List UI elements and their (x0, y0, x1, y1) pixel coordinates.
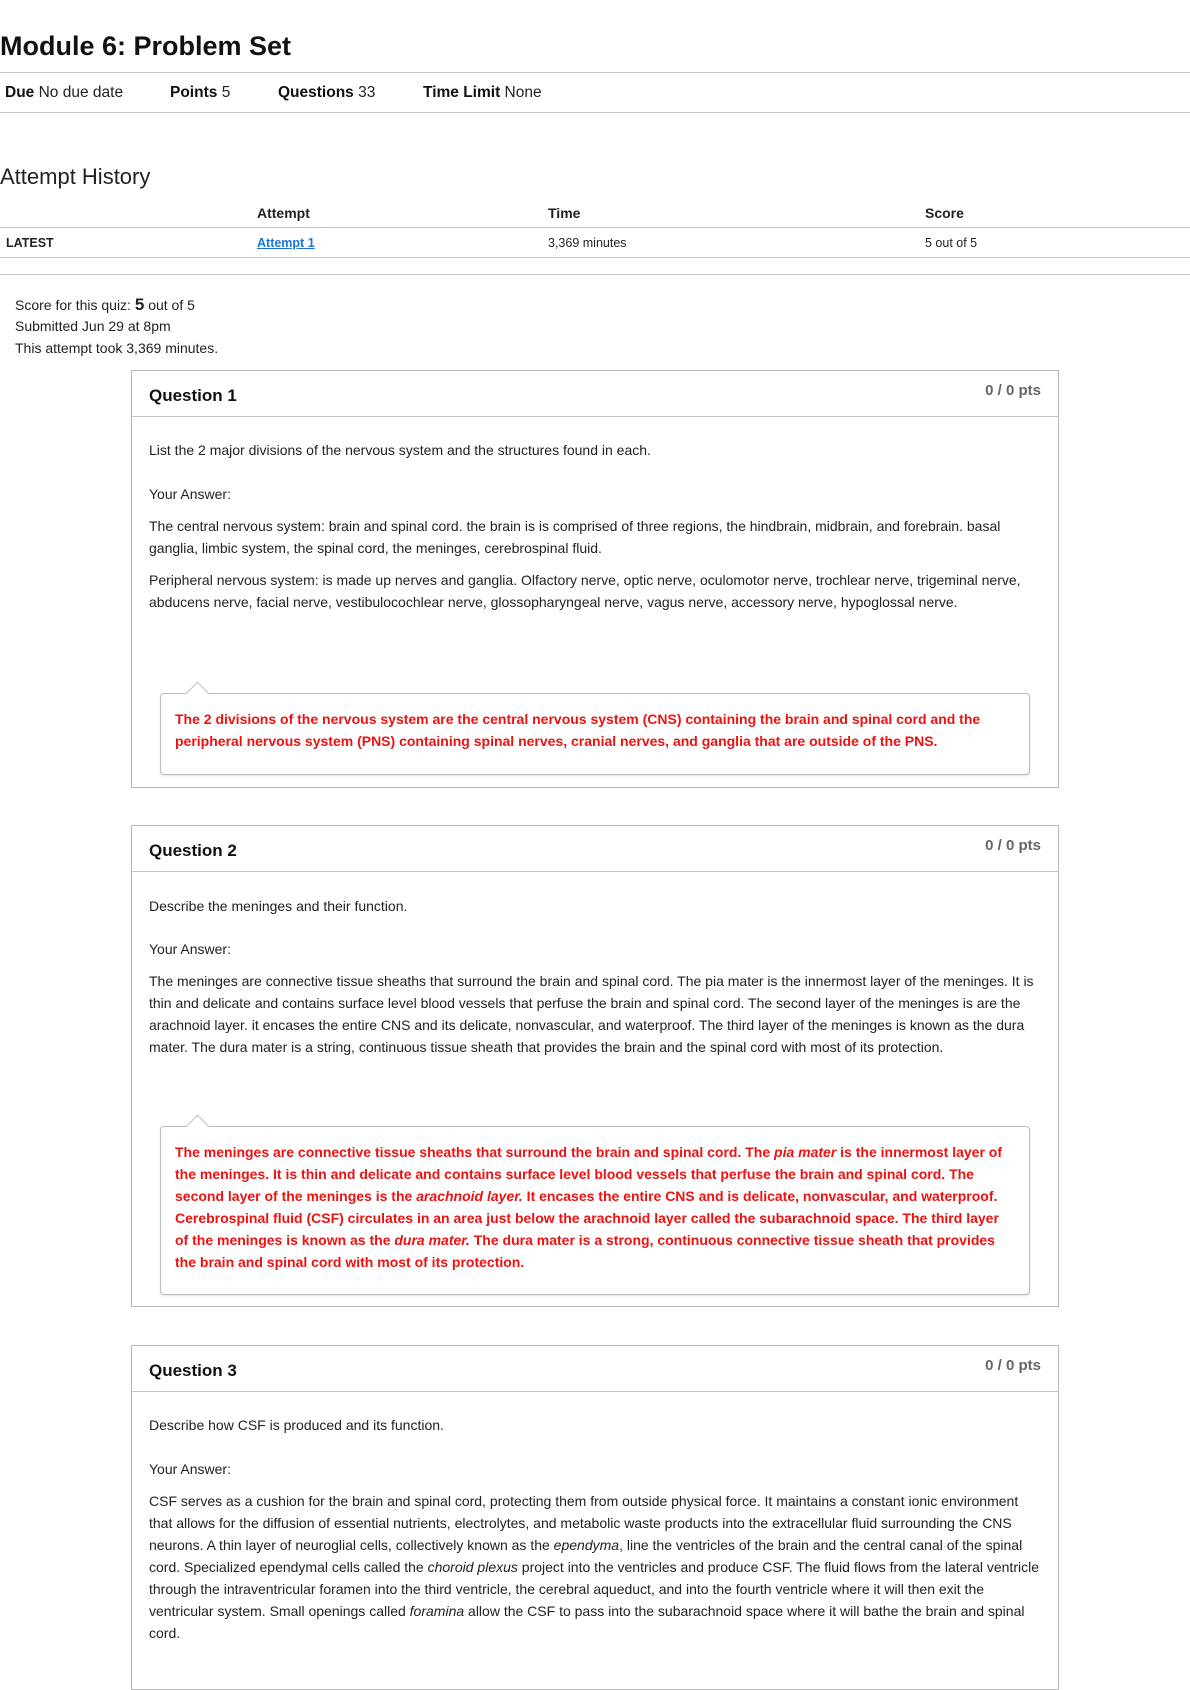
question-card-3 (131, 1345, 1059, 1690)
question-prompt: Describe the meninges and their function. (149, 898, 408, 914)
feedback-box (160, 1126, 1030, 1295)
column-header-attempt: Attempt (257, 205, 310, 221)
question-title: Question 1 (149, 386, 237, 405)
column-header-score: Score (925, 205, 964, 221)
your-answer-label: Your Answer: (149, 486, 231, 502)
divider (0, 112, 1190, 113)
answer-paragraph: CSF serves as a cushion for the brain and spinal cord, protecting them from outside physical force. It maintains a constant ionic environment that allows for the diffusion of essential nutrients, electrolytes, and metabolic waste products into the extracellular fluid surrounding the CNS neurons. A thin layer of neuroglial cells, collectively known as the ependyma, line the ventricles of the brain and the central canal of the spinal cord. Specialized ependymal cells called the choroid plexus project into the ventricles and produce CSF. The fluid flows from the lateral ventricle through the intraventricular foramen into the third ventricle, the cerebral aqueduct, and into the fourth ventricle where it will then exit the ventricular system. Small openings called foramina allow the CSF to pass into the subarachnoid space where it will bathe the brain and spinal cord. (149, 1493, 1039, 1641)
your-answer-label: Your Answer: (149, 1461, 231, 1477)
question-points: 0 / 0 pts (985, 382, 1041, 399)
question-points: 0 / 0 pts (985, 837, 1041, 854)
question-points: 0 / 0 pts (985, 1357, 1041, 1374)
attempt-status-latest: LATEST (6, 236, 54, 250)
submitted-time: Submitted Jun 29 at 8pm (15, 318, 171, 334)
your-answer-label: Your Answer: (149, 941, 231, 957)
attempt-history-title: Attempt History (0, 164, 151, 189)
answer-paragraph: The central nervous system: brain and spinal cord. the brain is is comprised of three regions, the hindbrain, midbrain, and forebrain. basal ganglia, limbic system, the spinal cord, the meninges, cerebrospinal fluid. (149, 518, 1001, 556)
feedback-box (160, 693, 1030, 775)
answer-paragraph: Peripheral nervous system: is made up nerves and ganglia. Olfactory nerve, optic nerve, oculomotor nerve, trochlear nerve, trigeminal nerve, abducens nerve, facial nerve, vestibulocochlear nerve, glossopharyngeal nerve, vagus nerve, accessory nerve, hypoglossal nerve. (149, 572, 1021, 610)
quiz-score-line: Score for this quiz: 5 out of 5 (15, 295, 195, 314)
meta-time-limit: Time Limit None (423, 84, 542, 101)
meta-questions: Questions 33 (278, 84, 376, 101)
attempt-duration: This attempt took 3,369 minutes. (15, 340, 219, 356)
question-header (132, 1346, 1058, 1392)
table-header-divider (0, 227, 1190, 228)
question-prompt: Describe how CSF is produced and its function. (149, 1417, 444, 1433)
question-card-2 (131, 825, 1059, 1307)
question-card-1 (131, 370, 1059, 788)
answer-paragraph: The meninges are connective tissue sheaths that surround the brain and spinal cord. The pia mater is the innermost layer of the meninges. It is thin and delicate and contains surface level blood vessels that perfuse the brain and spinal cord. The second layer of the meninges is are the arachnoid layer. it encases the entire CNS and its delicate, nonvascular, and waterproof. The third layer of the meninges is known as the dura mater. The dura mater is a string, continuous tissue sheath that provides the brain and the spinal cord with most of its protection. (149, 973, 1034, 1055)
question-prompt: List the 2 major divisions of the nervous system and the structures found in each. (149, 442, 651, 458)
question-title: Question 3 (149, 1361, 237, 1380)
divider (0, 274, 1190, 275)
question-header (132, 371, 1058, 417)
attempt-time: 3,369 minutes (548, 236, 627, 250)
feedback-pointer (185, 1114, 209, 1138)
question-header (132, 826, 1058, 872)
quiz-score-value: 5 (134, 295, 145, 314)
feedback-pointer (185, 681, 209, 705)
feedback-text: The 2 divisions of the nervous system are the central nervous system (CNS) containing the brain and spinal cord and the peripheral nervous system (PNS) containing spinal nerves, cranial nerves, and ganglia that are outside of the PNS. (175, 711, 981, 749)
table-row-divider (0, 257, 1190, 258)
divider (0, 72, 1190, 73)
meta-points: Points 5 (170, 84, 231, 101)
column-header-time: Time (548, 205, 581, 221)
page-title: Module 6: Problem Set (0, 31, 292, 61)
attempt-1-link[interactable]: Attempt 1 (257, 236, 315, 250)
question-title: Question 2 (149, 841, 237, 860)
meta-due: Due No due date (5, 84, 124, 101)
feedback-text: The meninges are connective tissue sheaths that surround the brain and spinal cord. The pia mater is the innermost layer of the meninges. It is thin and delicate and contains surface level blood vessels that perfuse the brain and spinal cord. The second layer of the meninges is the arachnoid layer. It encases the entire CNS and is delicate, nonvascular, and waterproof. Cerebrospinal fluid (CSF) circulates in an area just below the arachnoid layer called the subarachnoid space. The third layer of the meninges is known as the dura mater. The dura mater is a strong, continuous connective tissue sheath that provides the brain and spinal cord with most of its protection. (175, 1144, 1002, 1270)
attempt-score: 5 out of 5 (925, 236, 978, 250)
